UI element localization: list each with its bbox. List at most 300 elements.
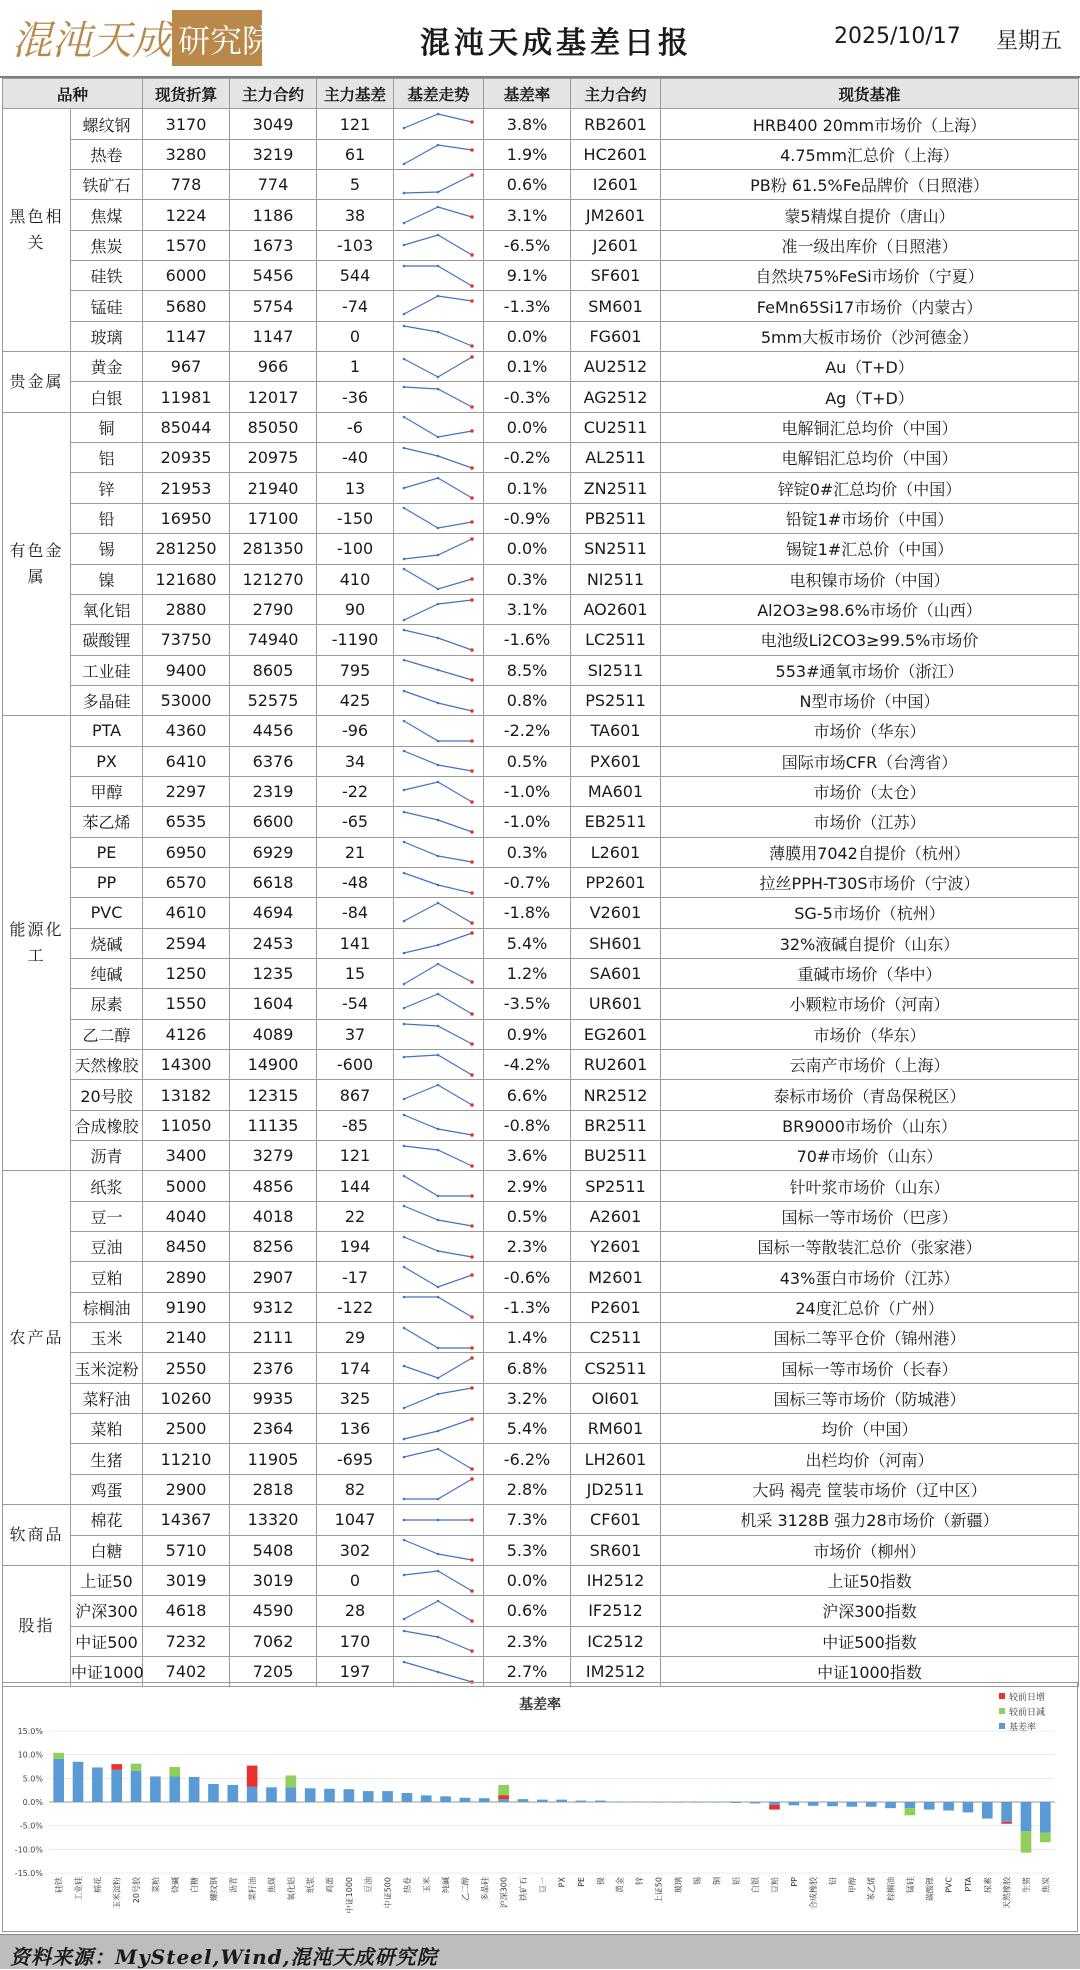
- trend-point: [437, 669, 440, 672]
- trend-point: [403, 1055, 406, 1058]
- x-tick-label: 黄金: [615, 1877, 625, 1893]
- x-tick-label: 菜粕: [151, 1877, 161, 1893]
- main-basis: 174: [317, 1353, 394, 1383]
- basis-rate: 7.3%: [484, 1505, 571, 1535]
- table-row: [3, 1141, 1079, 1171]
- trend-point: [437, 113, 440, 116]
- table-row: [3, 898, 1079, 928]
- spot-benchmark: 机采 3128B 强力28市场价（新疆）: [661, 1505, 1079, 1535]
- trend-point: [437, 1670, 440, 1673]
- trend-line: [404, 1631, 472, 1651]
- trend-line: [404, 1328, 472, 1348]
- trend-point: [403, 127, 406, 130]
- contract-code: L2601: [571, 837, 661, 867]
- trend-point: [470, 1417, 474, 1421]
- trend-point: [437, 993, 440, 996]
- trend-sparkline: [394, 1263, 483, 1291]
- contract-code: Y2601: [571, 1232, 661, 1262]
- bar-basis-rate: [1001, 1802, 1012, 1822]
- futures-price: 11905: [230, 1444, 317, 1474]
- contract-code: EB2511: [571, 807, 661, 837]
- contract-code: C2511: [571, 1323, 661, 1353]
- bar-basis-rate: [556, 1800, 567, 1802]
- product-name: 中证500: [71, 1626, 143, 1656]
- product-name: 硅铁: [71, 261, 143, 291]
- basis-trend: [394, 1080, 484, 1110]
- futures-price: 21940: [230, 473, 317, 503]
- trend-point: [403, 1144, 406, 1147]
- trend-sparkline: [394, 960, 483, 988]
- x-tick-label: 镍: [596, 1877, 606, 1885]
- basis-trend: [394, 1414, 484, 1444]
- trend-sparkline: [394, 717, 483, 745]
- basis-trend: [394, 412, 484, 442]
- product-name: PVC: [71, 898, 143, 928]
- spot-price: 73750: [143, 625, 230, 655]
- product-name: 多晶硅: [71, 685, 143, 715]
- trend-point: [470, 648, 474, 652]
- bar-basis-rate: [169, 1776, 180, 1802]
- trend-point: [470, 678, 474, 682]
- product-name: 纯碱: [71, 958, 143, 988]
- product-name: 烧碱: [71, 928, 143, 958]
- spot-benchmark: 5mm大板市场价（沙河德金）: [661, 321, 1079, 351]
- spot-benchmark: 国标二等平仓价（锦州港）: [661, 1323, 1079, 1353]
- product-name: 苯乙烯: [71, 807, 143, 837]
- trend-sparkline: [394, 1111, 483, 1139]
- table-row: [3, 1019, 1079, 1049]
- trend-point: [470, 284, 474, 288]
- spot-benchmark: 国标一等市场价（长春）: [661, 1353, 1079, 1383]
- basis-trend: [394, 382, 484, 412]
- contract-code: PB2511: [571, 503, 661, 533]
- basis-trend: [394, 1201, 484, 1231]
- trend-point: [470, 1518, 474, 1522]
- trend-point: [403, 1365, 406, 1368]
- futures-price: 14900: [230, 1050, 317, 1080]
- basis-rate: 5.4%: [484, 1414, 571, 1444]
- x-tick-label: 工业硅: [74, 1877, 84, 1901]
- trend-point: [403, 720, 406, 723]
- product-name: 纸浆: [71, 1171, 143, 1201]
- basis-trend: [394, 594, 484, 624]
- spot-benchmark: 国标一等市场价（巴彦）: [661, 1201, 1079, 1231]
- bar-basis-rate: [382, 1791, 393, 1802]
- trend-point: [470, 830, 474, 834]
- trend-sparkline: [394, 1142, 483, 1170]
- table-row: [3, 1323, 1079, 1353]
- contract-code: SA601: [571, 958, 661, 988]
- futures-price: 1235: [230, 958, 317, 988]
- bar-basis-rate: [479, 1798, 490, 1802]
- trend-line: [404, 235, 472, 255]
- trend-point: [403, 689, 406, 692]
- contract-code: M2601: [571, 1262, 661, 1292]
- contract-code: IF2512: [571, 1596, 661, 1626]
- trend-line: [404, 175, 472, 193]
- trend-point: [470, 1387, 474, 1391]
- spot-price: 2297: [143, 776, 230, 806]
- trend-point: [470, 345, 474, 349]
- trend-line: [404, 873, 472, 893]
- basis-trend: [394, 625, 484, 655]
- contract-code: HC2601: [571, 139, 661, 169]
- bar-basis-rate: [866, 1802, 877, 1807]
- table-row: [3, 1414, 1079, 1444]
- trend-point: [403, 982, 406, 985]
- main-basis: -150: [317, 503, 394, 533]
- table-row: [3, 564, 1079, 594]
- contract-code: SN2511: [571, 534, 661, 564]
- spot-benchmark: Ag（T+D）: [661, 382, 1079, 412]
- basis-rate: 3.1%: [484, 200, 571, 230]
- spot-price: 85044: [143, 412, 230, 442]
- table-row: [3, 1232, 1079, 1262]
- trend-point: [403, 446, 406, 449]
- main-basis: -1190: [317, 625, 394, 655]
- trend-sparkline: [394, 535, 483, 563]
- basis-rate: 0.0%: [484, 412, 571, 442]
- spot-benchmark: 电池级Li2CO3≥99.5%市场价: [661, 625, 1079, 655]
- trend-sparkline: [394, 262, 483, 290]
- table-row: [3, 1505, 1079, 1535]
- futures-price: 2818: [230, 1474, 317, 1504]
- main-basis: -84: [317, 898, 394, 928]
- table-row: [3, 1080, 1079, 1110]
- legend-swatch: [999, 1708, 1005, 1714]
- trend-sparkline: [394, 656, 483, 684]
- product-name: 上证50: [71, 1565, 143, 1595]
- trend-sparkline: [394, 413, 483, 441]
- basis-trend: [394, 1292, 484, 1322]
- product-name: 菜粕: [71, 1414, 143, 1444]
- product-name: 锡: [71, 534, 143, 564]
- trend-point: [437, 190, 440, 193]
- basis-trend: [394, 1535, 484, 1565]
- spot-benchmark: 市场价（江苏）: [661, 807, 1079, 837]
- trend-point: [403, 313, 406, 316]
- table-row: [3, 1353, 1079, 1383]
- contract-code: TA601: [571, 716, 661, 746]
- basis-rate: 5.4%: [484, 928, 571, 958]
- trend-point: [470, 1356, 474, 1360]
- futures-price: 8256: [230, 1232, 317, 1262]
- trend-point: [403, 618, 406, 621]
- futures-price: 4590: [230, 1596, 317, 1626]
- trend-point: [403, 1573, 406, 1576]
- spot-benchmark: N型市场价（中国）: [661, 685, 1079, 715]
- basis-trend: [394, 1383, 484, 1413]
- basis-trend: [394, 1505, 484, 1535]
- spot-price: 4610: [143, 898, 230, 928]
- trend-sparkline: [394, 504, 483, 532]
- bar-basis-rate: [92, 1767, 103, 1802]
- spot-price: 1570: [143, 230, 230, 260]
- y-tick-label: -10.0%: [14, 1845, 43, 1855]
- x-tick-label: 锰硅: [905, 1877, 915, 1893]
- table-row: [3, 867, 1079, 897]
- main-basis: 22: [317, 1201, 394, 1231]
- contract-code: NI2511: [571, 564, 661, 594]
- trend-point: [403, 1235, 406, 1238]
- trend-sparkline: [394, 292, 483, 320]
- spot-benchmark: 市场价（华东）: [661, 716, 1079, 746]
- bar-basis-rate: [227, 1785, 238, 1802]
- bar-basis-rate: [789, 1802, 800, 1805]
- spot-price: 2140: [143, 1323, 230, 1353]
- trend-point: [437, 902, 440, 905]
- trend-point: [437, 962, 440, 965]
- spot-benchmark: 泰标市场价（青岛保税区）: [661, 1080, 1079, 1110]
- spot-price: 1550: [143, 989, 230, 1019]
- trend-line: [404, 145, 472, 164]
- trend-point: [470, 299, 474, 303]
- basis-trend: [394, 685, 484, 715]
- basis-trend: [394, 200, 484, 230]
- basis-rate: 0.9%: [484, 1019, 571, 1049]
- table-row: [3, 625, 1079, 655]
- contract-code: AU2512: [571, 352, 661, 382]
- basis-rate: -6.5%: [484, 230, 571, 260]
- trend-line: [404, 1388, 472, 1408]
- trend-point: [437, 1569, 440, 1572]
- basis-trend: [394, 1596, 484, 1626]
- trend-sparkline: [394, 869, 483, 897]
- table-row: [3, 1474, 1079, 1504]
- basis-rate: -1.3%: [484, 1292, 571, 1322]
- trend-point: [437, 1084, 440, 1087]
- trend-sparkline: [394, 1172, 483, 1200]
- trend-line: [404, 448, 472, 468]
- trend-point: [470, 577, 474, 581]
- spot-price: 9190: [143, 1292, 230, 1322]
- table-row: [3, 261, 1079, 291]
- trend-line: [404, 782, 472, 802]
- trend-point: [437, 1600, 440, 1603]
- basis-rate: -1.3%: [484, 291, 571, 321]
- basis-rate: 0.5%: [484, 746, 571, 776]
- trend-point: [470, 1164, 474, 1168]
- product-name: 20号胶: [71, 1080, 143, 1110]
- product-name: 氧化铝: [71, 594, 143, 624]
- table-row: [3, 534, 1079, 564]
- trend-point: [437, 1636, 440, 1639]
- trend-point: [470, 355, 474, 359]
- basis-trend: [394, 109, 484, 139]
- product-name: 铅: [71, 503, 143, 533]
- x-tick-label: 乙二醇: [460, 1877, 470, 1901]
- trend-point: [437, 637, 440, 640]
- bar-increase: [769, 1805, 780, 1810]
- contract-code: OI601: [571, 1383, 661, 1413]
- contract-code: AG2512: [571, 382, 661, 412]
- trend-point: [437, 1377, 440, 1380]
- bar-basis-rate: [769, 1802, 780, 1805]
- trend-point: [403, 1098, 406, 1101]
- basis-trend: [394, 261, 484, 291]
- spot-benchmark: 市场价（太仓）: [661, 776, 1079, 806]
- trend-point: [470, 537, 474, 541]
- svg-text:研究院: 研究院: [178, 22, 275, 60]
- x-tick-label: PX: [557, 1877, 567, 1888]
- spot-benchmark: 电积镍市场价（中国）: [661, 564, 1079, 594]
- trend-point: [437, 1053, 440, 1056]
- trend-sparkline: [394, 626, 483, 654]
- basis-rate: -1.6%: [484, 625, 571, 655]
- basis-rate: -6.2%: [484, 1444, 571, 1474]
- trend-point: [437, 388, 440, 391]
- spot-benchmark: 自然块75%FeSi市场价（宁夏）: [661, 261, 1079, 291]
- spot-price: 2880: [143, 594, 230, 624]
- spot-benchmark: 中证500指数: [661, 1626, 1079, 1656]
- main-basis: 82: [317, 1474, 394, 1504]
- x-tick-label: 合成橡胶: [809, 1877, 819, 1909]
- product-name: 焦炭: [71, 230, 143, 260]
- bar-basis-rate: [634, 1802, 645, 1803]
- bar-decrease: [53, 1753, 64, 1759]
- bar-basis-rate: [498, 1799, 509, 1802]
- futures-price: 85050: [230, 412, 317, 442]
- spot-benchmark: 蒙5精煤自提价（唐山）: [661, 200, 1079, 230]
- trend-line: [404, 1115, 472, 1135]
- contract-code: IC2512: [571, 1626, 661, 1656]
- basis-rate: 0.0%: [484, 1565, 571, 1595]
- table-row: [3, 1383, 1079, 1413]
- spot-price: 53000: [143, 685, 230, 715]
- spot-benchmark: 针叶浆市场价（山东）: [661, 1171, 1079, 1201]
- trend-point: [403, 558, 406, 561]
- trend-point: [403, 357, 406, 360]
- x-tick-label: 棉花: [93, 1877, 103, 1893]
- basis-trend: [394, 139, 484, 169]
- main-basis: -122: [317, 1292, 394, 1322]
- spot-benchmark: 锌锭0#汇总均价（中国）: [661, 473, 1079, 503]
- bar-basis-rate: [421, 1795, 432, 1802]
- trend-point: [470, 1467, 474, 1471]
- contract-code: JD2511: [571, 1474, 661, 1504]
- spot-price: 2890: [143, 1262, 230, 1292]
- basis-rate: 0.1%: [484, 352, 571, 382]
- trend-point: [470, 1619, 474, 1623]
- basis-rate: 9.1%: [484, 261, 571, 291]
- bar-basis-rate: [440, 1796, 451, 1802]
- trend-point: [403, 1660, 406, 1663]
- trend-point: [403, 1114, 406, 1117]
- contract-code: SP2511: [571, 1171, 661, 1201]
- main-basis: 194: [317, 1232, 394, 1262]
- bar-basis-rate: [808, 1802, 819, 1806]
- x-tick-label: 20号胶: [132, 1877, 142, 1904]
- trend-point: [470, 1478, 474, 1482]
- futures-price: 1604: [230, 989, 317, 1019]
- trend-line: [404, 1085, 472, 1105]
- basis-trend: [394, 230, 484, 260]
- futures-price: 2453: [230, 928, 317, 958]
- main-basis: 28: [317, 1596, 394, 1626]
- trend-point: [403, 386, 406, 389]
- column-header-product: 品种: [3, 79, 143, 109]
- bar-basis-rate: [963, 1802, 974, 1812]
- trend-line: [404, 1449, 472, 1469]
- basis-rate: -1.8%: [484, 898, 571, 928]
- bar-basis-rate: [885, 1802, 896, 1808]
- x-tick-label: 白糖: [190, 1877, 200, 1893]
- product-name: 玉米淀粉: [71, 1353, 143, 1383]
- trend-sparkline: [394, 353, 483, 381]
- trend-point: [437, 1296, 440, 1299]
- table-row: [3, 139, 1079, 169]
- trend-point: [437, 331, 440, 334]
- bar-increase: [111, 1764, 122, 1770]
- x-tick-label: 焦煤: [267, 1877, 277, 1893]
- spot-benchmark: 大码 褐壳 筐装市场价（辽中区）: [661, 1474, 1079, 1504]
- basis-rate: -1.0%: [484, 807, 571, 837]
- spot-price: 5000: [143, 1171, 230, 1201]
- bar-basis-rate: [189, 1777, 200, 1802]
- product-name: 中证1000: [71, 1656, 143, 1686]
- futures-price: 3219: [230, 139, 317, 169]
- basis-rate: -0.7%: [484, 867, 571, 897]
- x-tick-label: 白银: [751, 1877, 761, 1893]
- futures-price: 5456: [230, 261, 317, 291]
- main-basis: 197: [317, 1656, 394, 1686]
- basis-rate: -0.8%: [484, 1110, 571, 1140]
- spot-benchmark: HRB400 20mm市场价（上海）: [661, 109, 1079, 139]
- trend-line: [404, 508, 472, 528]
- basis-rate: 1.9%: [484, 139, 571, 169]
- table-row: [3, 382, 1079, 412]
- trend-point: [403, 1326, 406, 1329]
- bar-basis-rate: [711, 1802, 722, 1803]
- x-tick-label: PTA: [963, 1877, 973, 1892]
- basis-rate: 2.7%: [484, 1656, 571, 1686]
- trend-point: [437, 1128, 440, 1131]
- basis-trend: [394, 1232, 484, 1262]
- futures-price: 2790: [230, 594, 317, 624]
- contract-code: PP2601: [571, 867, 661, 897]
- x-tick-label: 焦炭: [1041, 1877, 1051, 1893]
- svg-text:混沌天成: 混沌天成: [12, 18, 172, 64]
- table-row: [3, 321, 1079, 351]
- x-tick-label: 碳酸锂: [925, 1877, 935, 1901]
- table-row: [3, 1535, 1079, 1565]
- contract-code: RU2601: [571, 1050, 661, 1080]
- contract-code: FG601: [571, 321, 661, 351]
- main-basis: 302: [317, 1535, 394, 1565]
- futures-price: 4018: [230, 1201, 317, 1231]
- trend-point: [403, 1205, 406, 1208]
- table-row: [3, 989, 1079, 1019]
- product-name: 生猪: [71, 1444, 143, 1474]
- trend-sparkline: [394, 1597, 483, 1625]
- trend-point: [437, 1249, 440, 1252]
- spot-price: 21953: [143, 473, 230, 503]
- product-name: 鸡蛋: [71, 1474, 143, 1504]
- spot-benchmark: 锡锭1#汇总价（中国）: [661, 534, 1079, 564]
- product-name: 沥青: [71, 1141, 143, 1171]
- spot-benchmark: 电解铝汇总均价（中国）: [661, 443, 1079, 473]
- x-tick-label: 多晶硅: [480, 1877, 490, 1901]
- trend-point: [437, 819, 440, 822]
- basis-trend: [394, 443, 484, 473]
- trend-point: [403, 788, 406, 791]
- contract-code: ZN2511: [571, 473, 661, 503]
- basis-rate: 2.3%: [484, 1626, 571, 1656]
- trend-point: [470, 1589, 474, 1593]
- x-tick-label: PVC: [944, 1877, 954, 1893]
- product-name: PX: [71, 746, 143, 776]
- trend-sparkline: [394, 687, 483, 715]
